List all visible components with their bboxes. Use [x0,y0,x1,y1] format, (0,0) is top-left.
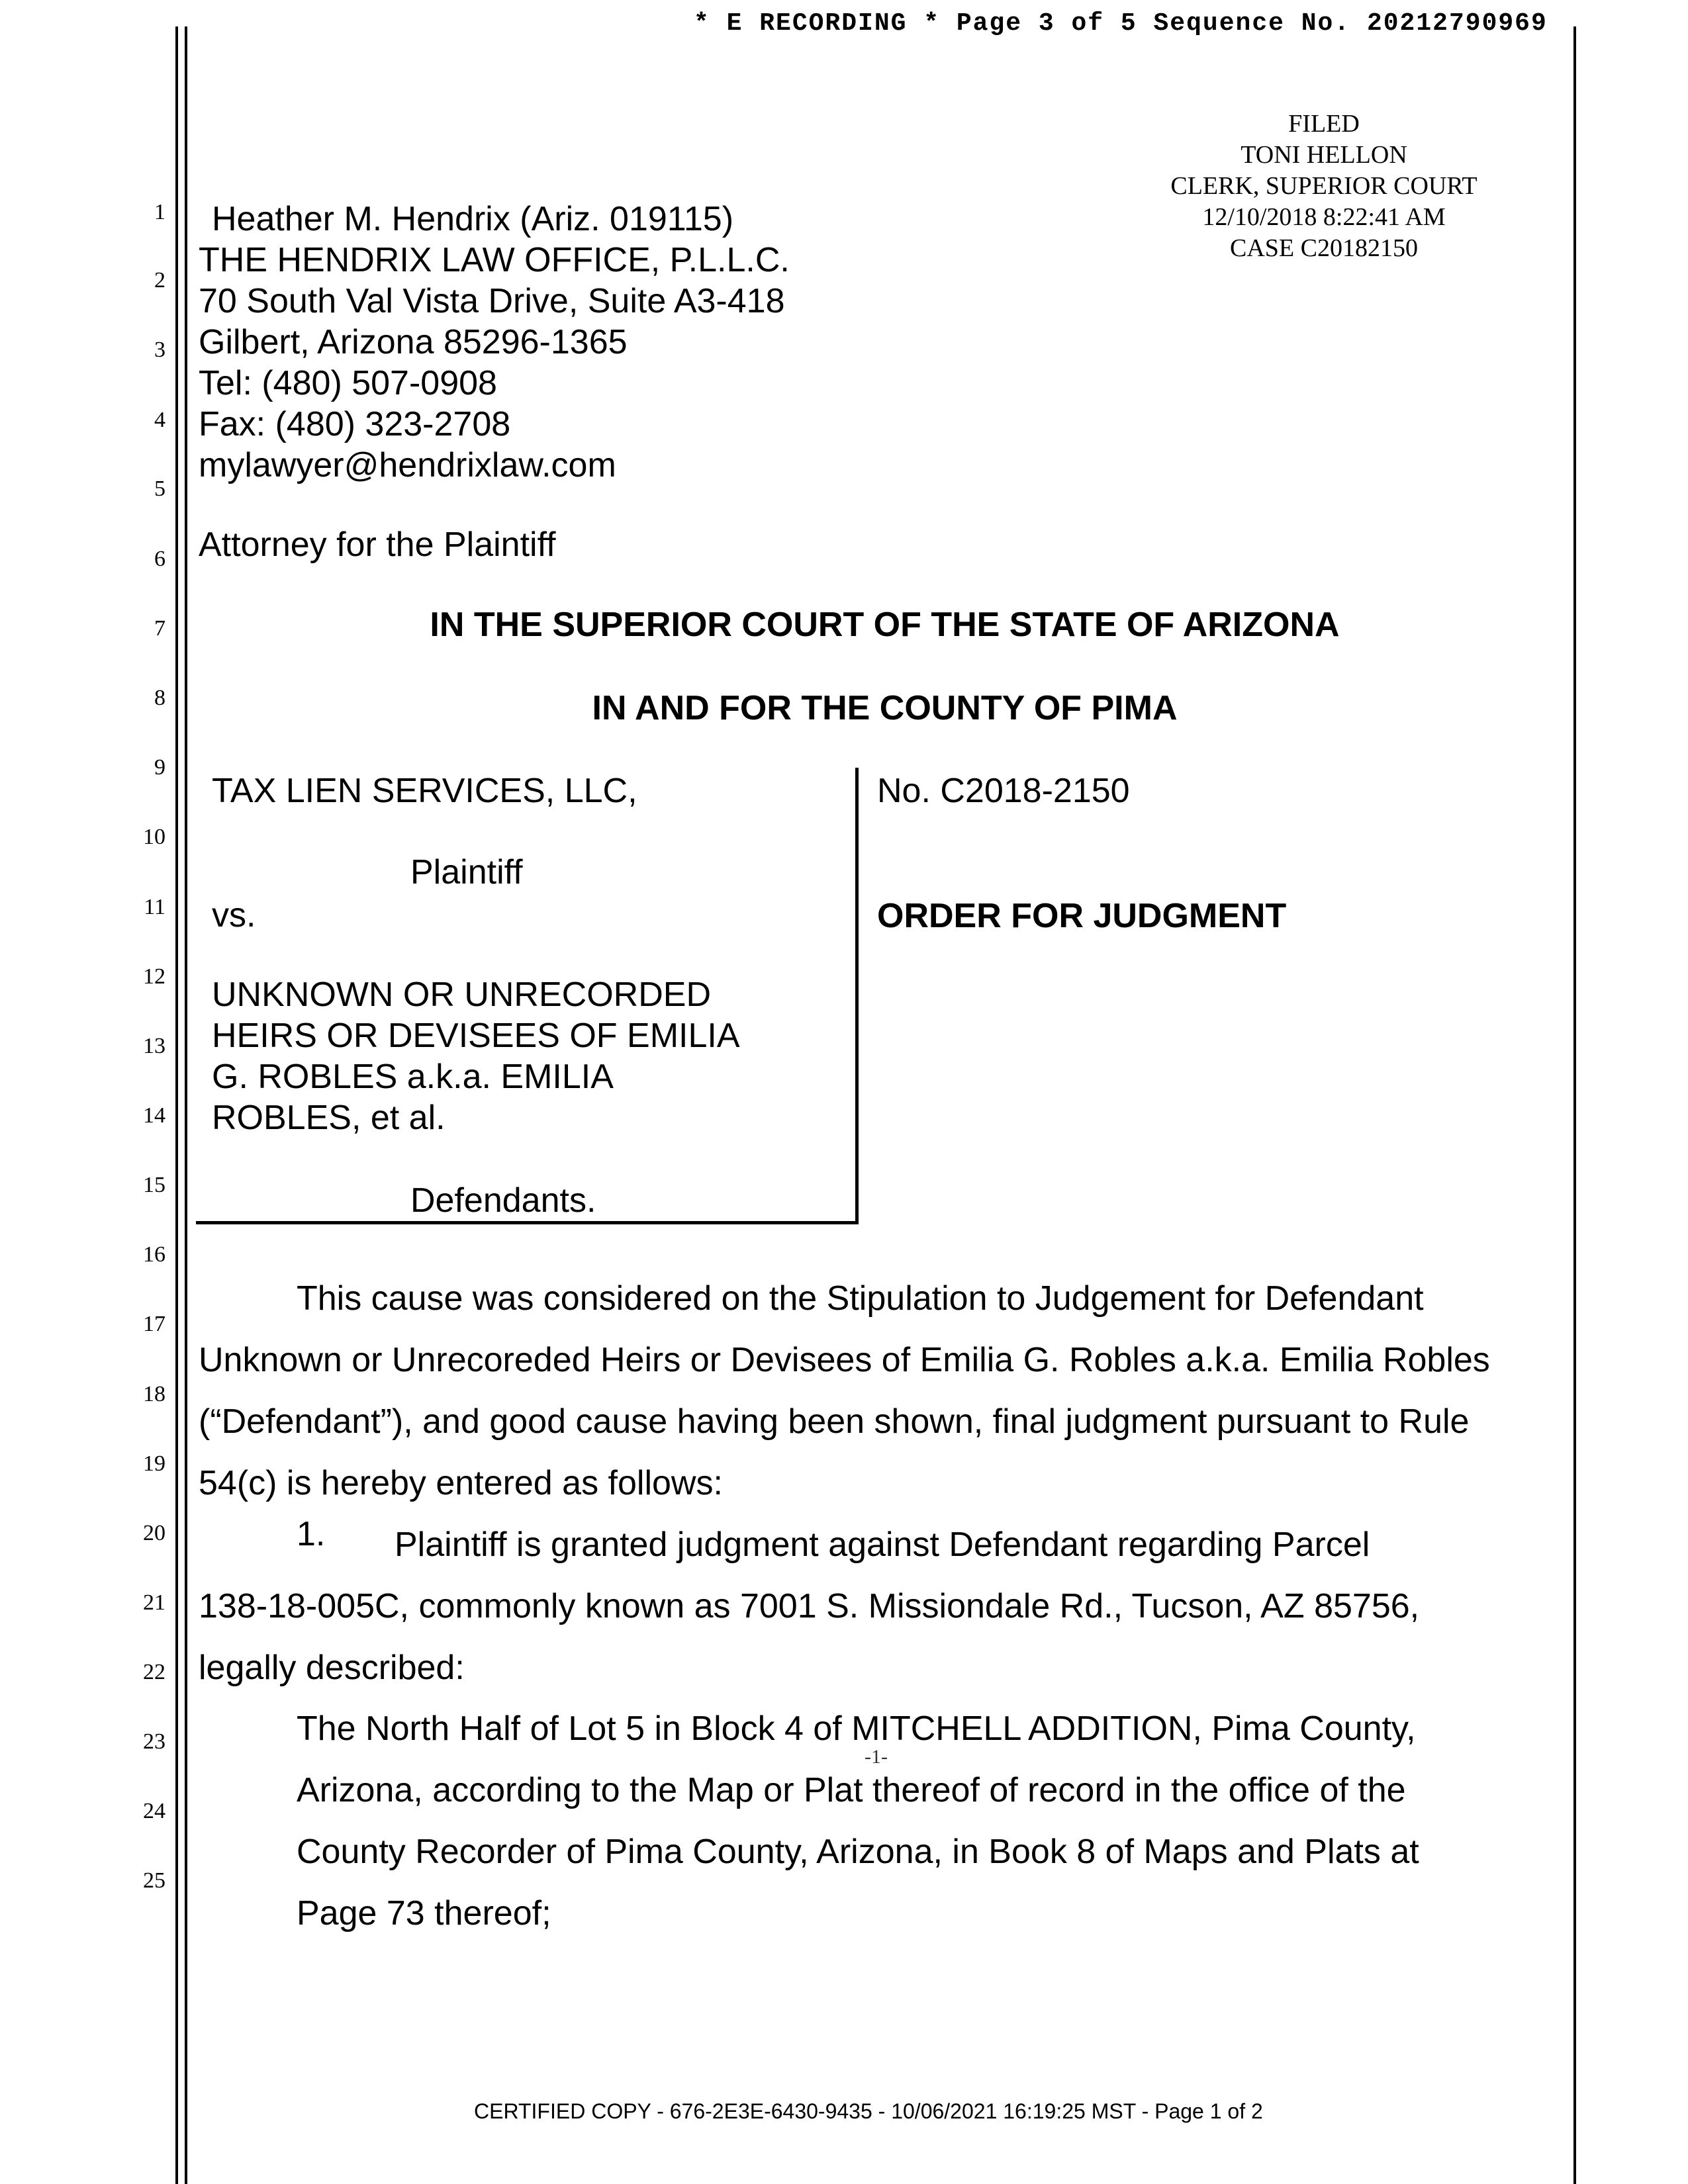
line-number: 16 [143,1242,165,1267]
line-number: 17 [143,1312,165,1336]
defendant-line: G. ROBLES a.k.a. EMILIA [212,1058,614,1096]
plaintiff-label: Plaintiff [410,853,523,891]
defendant-line: UNKNOWN OR UNRECORDED [212,976,711,1014]
filed-stamp-line: TONI HELLON [1241,141,1407,169]
left-margin-rule-inner [185,26,187,2184]
left-margin-rule-outer [175,26,178,2184]
filed-stamp-line: 12/10/2018 8:22:41 AM [1202,203,1446,231]
item-line: Plaintiff is granted judgment against Defendant regarding Parcel [395,1525,1370,1564]
line-number: 14 [143,1103,165,1128]
filed-stamp-line: CLERK, SUPERIOR COURT [1170,172,1477,200]
attorney-line: Gilbert, Arizona 85296-1365 [199,323,628,361]
caption-divider-horizontal [196,1221,859,1224]
defendant-names [212,974,740,1138]
legal-description-line: The North Half of Lot 5 in Block 4 of MITCHELL ADDITION, Pima County, [297,1709,1416,1748]
line-number: 22 [143,1660,165,1684]
recording-header: * E RECORDING * Page 3 of 5 Sequence No. 20212790969 [694,9,1548,38]
defendant-label: Defendants. [410,1181,596,1220]
line-number: 10 [143,825,165,849]
line-number: 20 [143,1521,165,1545]
legal-description [297,1698,1419,1944]
attorney-line: Fax: (480) 323-2708 [199,405,511,443]
filed-stamp-line: CASE C20182150 [1230,234,1418,262]
line-number: 13 [143,1034,165,1058]
case-number: No. C2018-2150 [877,772,1130,810]
legal-description-line: County Recorder of Pima County, Arizona, in Book 8 of Maps and Plats at [297,1833,1419,1871]
attorney-line: THE HENDRIX LAW OFFICE, P.L.L.C. [199,241,790,279]
certified-copy-footer: CERTIFIED COPY - 676-2E3E-6430-9435 - 10/06/2021 16:19:25 MST - Page 1 of 2 [474,2099,1263,2123]
line-number: 9 [154,755,165,780]
line-number: 4 [154,408,165,432]
legal-description-line: Page 73 thereof; [297,1894,551,1933]
line-number: 8 [154,686,165,710]
defendant-line: HEIRS OR DEVISEES OF EMILIA [212,1017,740,1055]
right-margin-rule [1573,26,1576,2184]
line-number: 7 [154,616,165,641]
paragraph-1 [199,1268,1490,1514]
paragraph-line: This cause was considered on the Stipulation to Judgement for Defendant [297,1279,1424,1318]
line-number: 3 [154,338,165,362]
item-1-number: 1. [297,1515,326,1553]
attorney-line: mylawyer@hendrixlaw.com [199,446,616,484]
court-heading: IN THE SUPERIOR COURT OF THE STATE OF ARIZONA [430,606,1340,644]
line-number: 25 [143,1868,165,1893]
filed-stamp [1125,109,1523,264]
attorney-role: Attorney for the Plaintiff [199,525,556,564]
item-line: 138-18-005C, commonly known as 7001 S. Missiondale Rd., Tucson, AZ 85756, [199,1587,1420,1625]
defendant-line: ROBLES, et al. [212,1099,445,1137]
line-number: 5 [154,477,165,501]
line-number: 19 [143,1451,165,1476]
line-number: 6 [154,547,165,571]
filed-stamp-line: FILED [1288,110,1360,138]
attorney-line: Tel: (480) 507-0908 [199,364,497,402]
versus: vs. [212,896,256,934]
line-number: 15 [143,1173,165,1197]
line-number: 2 [154,268,165,293]
item-1 [199,1514,1419,1699]
legal-description-line: Arizona, according to the Map or Plat thereof of record in the office of the [297,1771,1406,1809]
paragraph-line: Unknown or Unrecoreded Heirs or Devisees of Emilia G. Robles a.k.a. Emilia Robles [199,1341,1490,1379]
line-number: 12 [143,964,165,989]
document-title: ORDER FOR JUDGMENT [877,897,1287,935]
caption-divider-vertical [855,768,859,1224]
attorney-block [199,199,790,486]
line-number: 1 [154,200,165,224]
paragraph-line: 54(c) is hereby entered as follows: [199,1464,723,1502]
attorney-line: Heather M. Hendrix (Ariz. 019115) [212,200,734,238]
county-heading: IN AND FOR THE COUNTY OF PIMA [592,689,1178,727]
attorney-line: 70 South Val Vista Drive, Suite A3-418 [199,282,785,320]
plaintiff-name: TAX LIEN SERVICES, LLC, [212,772,637,810]
line-number: 11 [144,895,165,919]
line-number: 23 [143,1729,165,1754]
item-line: legally described: [199,1649,465,1687]
line-number: 24 [143,1799,165,1823]
page-number-artifact: -1- [865,1746,888,1768]
line-number: 21 [143,1590,165,1615]
paragraph-line: (“Defendant”), and good cause having been shown, final judgment pursuant to Rule [199,1402,1470,1441]
line-number: 18 [143,1382,165,1406]
